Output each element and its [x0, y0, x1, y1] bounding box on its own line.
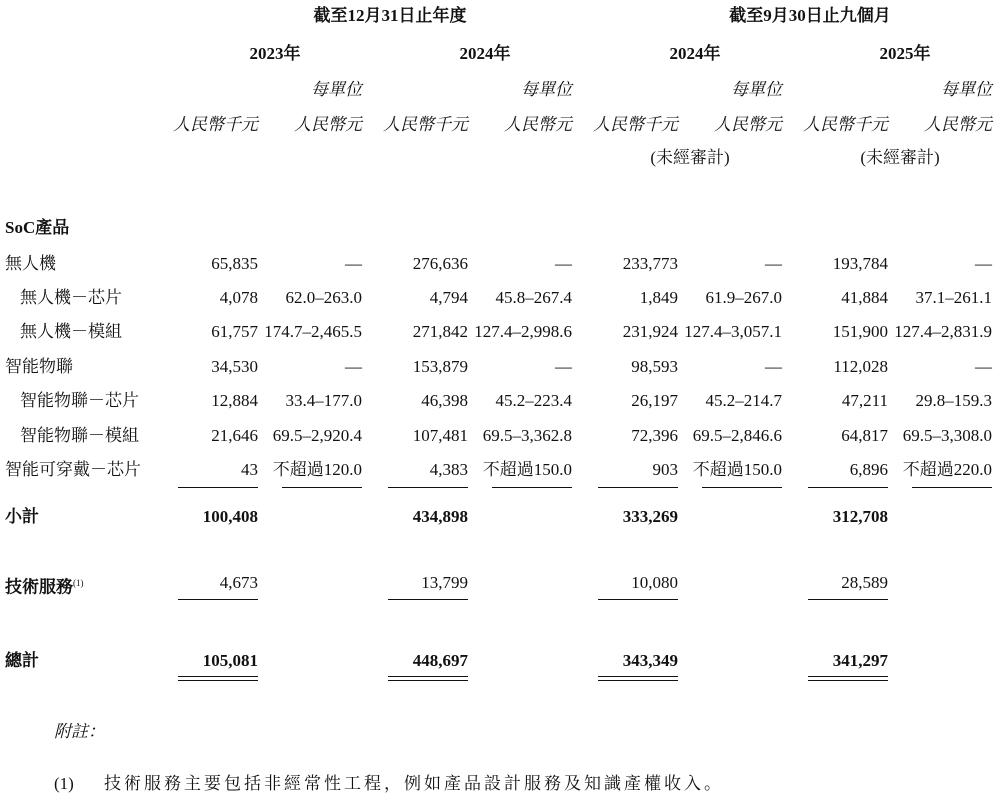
cell: 37.1–261.1	[915, 288, 992, 307]
cell: 193,784	[832, 254, 888, 273]
cell: 4,078	[219, 288, 258, 307]
cell: 不超過150.0	[482, 460, 572, 479]
double-rule-line	[808, 680, 888, 681]
cell: 276,636	[412, 254, 468, 273]
cell: 65,835	[211, 254, 258, 273]
cell: —	[975, 254, 992, 273]
cell: 271,842	[412, 322, 468, 341]
rule-line	[388, 599, 468, 600]
row-label: 無人機－模組	[20, 322, 122, 341]
double-rule-line	[598, 676, 678, 677]
cell: 不超過150.0	[692, 460, 782, 479]
period-header-nine-months: 截至9月30日止九個月	[729, 6, 891, 25]
cell: 21,646	[211, 426, 258, 445]
year-header-2024: 2024年	[459, 44, 511, 63]
cell: 13,799	[421, 573, 468, 592]
cell: 69.5–3,308.0	[902, 426, 992, 445]
row-label: 智能物聯－芯片	[20, 391, 139, 410]
unit-header-total-4: 人民幣千元	[803, 115, 888, 134]
cell: 153,879	[412, 357, 468, 376]
cell: —	[765, 357, 782, 376]
cell: 6,896	[849, 460, 888, 479]
cell: 64,817	[841, 426, 888, 445]
cell: 61.9–267.0	[705, 288, 782, 307]
per-unit-header-1: 每單位	[311, 80, 362, 99]
per-unit-header-4: 每單位	[941, 80, 992, 99]
cell: 127.4–3,057.1	[684, 322, 782, 341]
unit-header-per-3: 人民幣元	[714, 115, 782, 134]
unit-header-per-2: 人民幣元	[504, 115, 572, 134]
cell: —	[975, 357, 992, 376]
unit-header-total-2: 人民幣千元	[383, 115, 468, 134]
cell: 45.8–267.4	[495, 288, 572, 307]
rule-line	[808, 487, 888, 488]
rule-line	[598, 599, 678, 600]
cell: 72,396	[631, 426, 678, 445]
per-unit-header-2: 每單位	[521, 80, 572, 99]
cell: 34,530	[211, 357, 258, 376]
cell: 312,708	[832, 507, 888, 526]
cell: 343,349	[622, 651, 678, 670]
cell: —	[555, 357, 572, 376]
cell: 45.2–214.7	[705, 391, 782, 410]
footnote-ref: (1)	[73, 578, 84, 588]
cell: 127.4–2,831.9	[894, 322, 992, 341]
unit-header-total-1: 人民幣千元	[173, 115, 258, 134]
rule-line	[808, 599, 888, 600]
cell: 33.4–177.0	[285, 391, 362, 410]
cell: 112,028	[833, 357, 888, 376]
cell: 448,697	[412, 651, 468, 670]
period-header-fiscal-year: 截至12月31日止年度	[313, 6, 467, 25]
cell: 903	[652, 460, 678, 479]
cell: 12,884	[211, 391, 258, 410]
cell: 69.5–2,846.6	[692, 426, 782, 445]
per-unit-header-3: 每單位	[731, 80, 782, 99]
cell: 不超過120.0	[272, 460, 362, 479]
rule-line	[178, 599, 258, 600]
cell: 1,849	[639, 288, 678, 307]
rule-line	[178, 487, 258, 488]
unit-header-per-1: 人民幣元	[294, 115, 362, 134]
cell: 69.5–2,920.4	[272, 426, 362, 445]
row-label: 智能物聯－模組	[20, 426, 139, 445]
unaudited-note-2025: (未經審計)	[860, 148, 940, 167]
rule-line	[388, 487, 468, 488]
cell: 69.5–3,362.8	[482, 426, 572, 445]
double-rule-line	[178, 680, 258, 681]
cell: 45.2–223.4	[495, 391, 572, 410]
footnote-number: (1)	[54, 774, 74, 793]
row-label: 智能物聯	[5, 357, 73, 376]
double-rule-line	[808, 676, 888, 677]
cell: 434,898	[412, 507, 468, 526]
double-rule-line	[388, 680, 468, 681]
cell: 174.7–2,465.5	[264, 322, 362, 341]
cell: 341,297	[832, 651, 888, 670]
rule-line	[598, 487, 678, 488]
cell: 127.4–2,998.6	[474, 322, 572, 341]
cell: 46,398	[421, 391, 468, 410]
notes-title: 附註：	[54, 722, 105, 741]
double-rule-line	[598, 680, 678, 681]
cell: 61,757	[211, 322, 258, 341]
double-rule-line	[388, 676, 468, 677]
cell: 98,593	[631, 357, 678, 376]
cell: 不超過220.0	[902, 460, 992, 479]
cell: 43	[241, 460, 258, 479]
year-header-2025: 2025年	[879, 44, 931, 63]
cell: 41,884	[841, 288, 888, 307]
section-title-soc: SoC產品	[5, 218, 70, 237]
cell: 107,481	[412, 426, 468, 445]
tech-services-label: 技術服務$^{(1)}$	[5, 577, 84, 597]
cell: 47,211	[841, 391, 888, 410]
cell: 4,673	[219, 573, 258, 592]
cell: 105,081	[202, 651, 258, 670]
cell: —	[765, 254, 782, 273]
double-rule-line	[178, 676, 258, 677]
cell: 231,924	[622, 322, 678, 341]
cell: —	[555, 254, 572, 273]
cell: —	[345, 357, 362, 376]
cell: 333,269	[622, 507, 678, 526]
cell: 26,197	[631, 391, 678, 410]
cell: 4,794	[429, 288, 468, 307]
cell: 4,383	[429, 460, 468, 479]
cell: 233,773	[622, 254, 678, 273]
row-label: 智能可穿戴－芯片	[5, 460, 141, 479]
cell: —	[345, 254, 362, 273]
unit-header-total-3: 人民幣千元	[593, 115, 678, 134]
row-label: 無人機	[5, 254, 56, 273]
total-label: 總計	[5, 651, 39, 670]
cell: 10,080	[631, 573, 678, 592]
cell: 62.0–263.0	[285, 288, 362, 307]
subtotal-label: 小計	[5, 507, 39, 526]
rule-line	[492, 487, 572, 488]
rule-line	[912, 487, 992, 488]
cell: 28,589	[841, 573, 888, 592]
unit-header-per-4: 人民幣元	[924, 115, 992, 134]
cell: 151,900	[832, 322, 888, 341]
year-header-2024-nine-months: 2024年	[669, 44, 721, 63]
unaudited-note-2024: (未經審計)	[650, 148, 730, 167]
year-header-2023: 2023年	[249, 44, 301, 63]
cell: 100,408	[202, 507, 258, 526]
row-label: 無人機－芯片	[20, 288, 122, 307]
cell: 29.8–159.3	[915, 391, 992, 410]
footnote-text: 技術服務主要包括非經常性工程，例如產品設計服務及知識產權收入。	[104, 774, 724, 793]
rule-line	[702, 487, 782, 488]
rule-line	[282, 487, 362, 488]
